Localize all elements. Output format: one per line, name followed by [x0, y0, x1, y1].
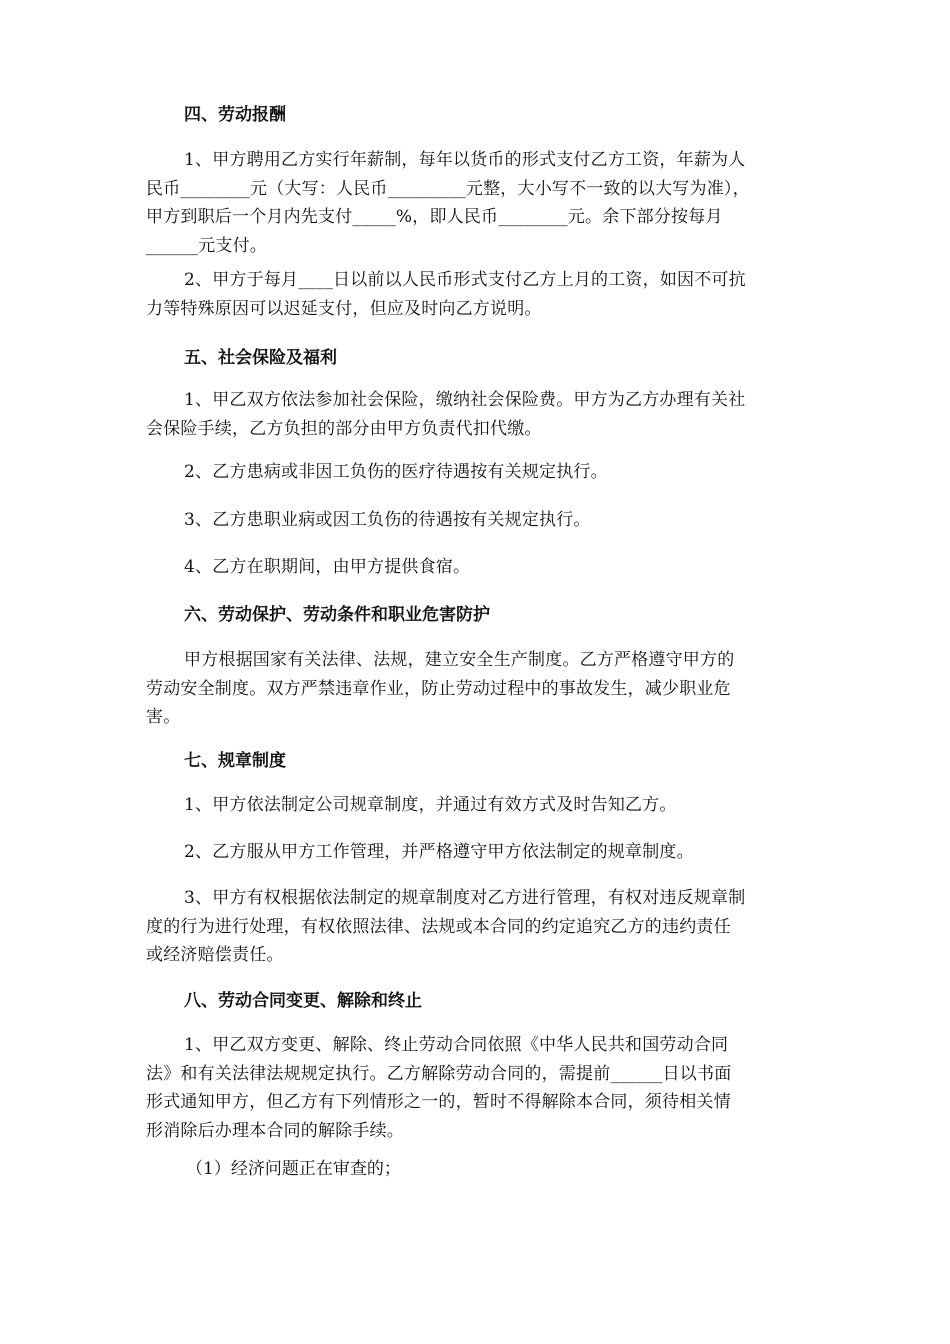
- text-line: 1、甲乙双方依法参加社会保险，缴纳社会保险费。甲方为乙方办理有关社: [184, 390, 746, 410]
- text-line: 劳动安全制度。双方严禁违章作业，防止劳动过程中的事故发生，减少职业危: [146, 678, 731, 699]
- section-heading-remuneration: 四、劳动报酬: [184, 105, 286, 125]
- section-heading-contract-termination: 八、劳动合同变更、解除和终止: [184, 991, 422, 1011]
- section-heading-labor-protection: 六、劳动保护、劳动条件和职业危害防护: [184, 605, 490, 625]
- text-line: 形式通知甲方，但乙方有下列情形之一的，暂时不得解除本合同，须待相关情: [146, 1092, 731, 1112]
- paragraph-safety-system: [146, 646, 811, 732]
- section-heading-rules: 七、规章制度: [184, 751, 286, 771]
- list-item: （1）经济问题正在审查的；: [186, 1159, 401, 1179]
- paragraph-occupational-injury: 3、乙方患职业病或因工负伤的待遇按有关规定执行。: [184, 510, 591, 530]
- paragraph-social-insurance: [146, 386, 811, 443]
- paragraph-rules-compliance: 2、乙方服从甲方工作管理，并严格遵守甲方依法制定的规章制度。: [184, 842, 694, 862]
- text-line: ______元支付。: [146, 235, 267, 256]
- text-line: 形消除后办理本合同的解除手续。: [146, 1120, 404, 1141]
- text-line: 度的行为进行处理，有权依照法律、法规或本合同的约定追究乙方的违约责任: [146, 916, 731, 937]
- text-line: 会保险手续，乙方负担的部分由甲方负责代扣代缴。: [146, 418, 542, 439]
- text-line: 3、甲方有权根据依法制定的规章制度对乙方进行管理，有权对违反规章制: [184, 888, 746, 908]
- paragraph-annual-salary: [146, 146, 811, 260]
- text-line: 甲方根据国家有关法律、法规，建立安全生产制度。乙方严格遵守甲方的: [184, 650, 735, 670]
- text-line: 害。: [146, 707, 181, 727]
- text-line: 1、甲方聘用乙方实行年薪制，每年以货币的形式支付乙方工资，年薪为人: [184, 150, 746, 170]
- text-line: 1、甲乙双方变更、解除、终止劳动合同依照《中华人民共和国劳动合同: [184, 1035, 729, 1055]
- section-heading-social-insurance: 五、社会保险及福利: [184, 348, 337, 368]
- paragraph-rules-notice: 1、甲方依法制定公司规章制度，并通过有效方式及时告知乙方。: [184, 795, 677, 815]
- text-line: 力等特殊原因可以迟延支付，但应及时向乙方说明。: [146, 298, 542, 319]
- paragraph-medical-treatment: 2、乙方患病或非因工负伤的医疗待遇按有关规定执行。: [184, 462, 608, 482]
- text-line: 甲方到职后一个月内先支付_____%，即人民币________元。余下部分按每月: [146, 207, 723, 227]
- paragraph-payment-date: [146, 266, 811, 323]
- paragraph-termination-procedure: [146, 1031, 811, 1145]
- text-line: 2、甲方于每月____日以前以人民币形式支付乙方上月的工资，如因不可抗: [184, 270, 746, 290]
- text-line: 民币________元（大写：人民币_________元整，大小写不一致的以大写为准），: [146, 178, 750, 199]
- paragraph-rules-enforcement: [146, 884, 811, 970]
- paragraph-room-board: 4、乙方在职期间，由甲方提供食宿。: [184, 557, 471, 577]
- text-line: 法》和有关法律法规规定执行。乙方解除劳动合同的，需提前______日以书面: [146, 1063, 732, 1084]
- text-line: 或经济赔偿责任。: [146, 945, 284, 965]
